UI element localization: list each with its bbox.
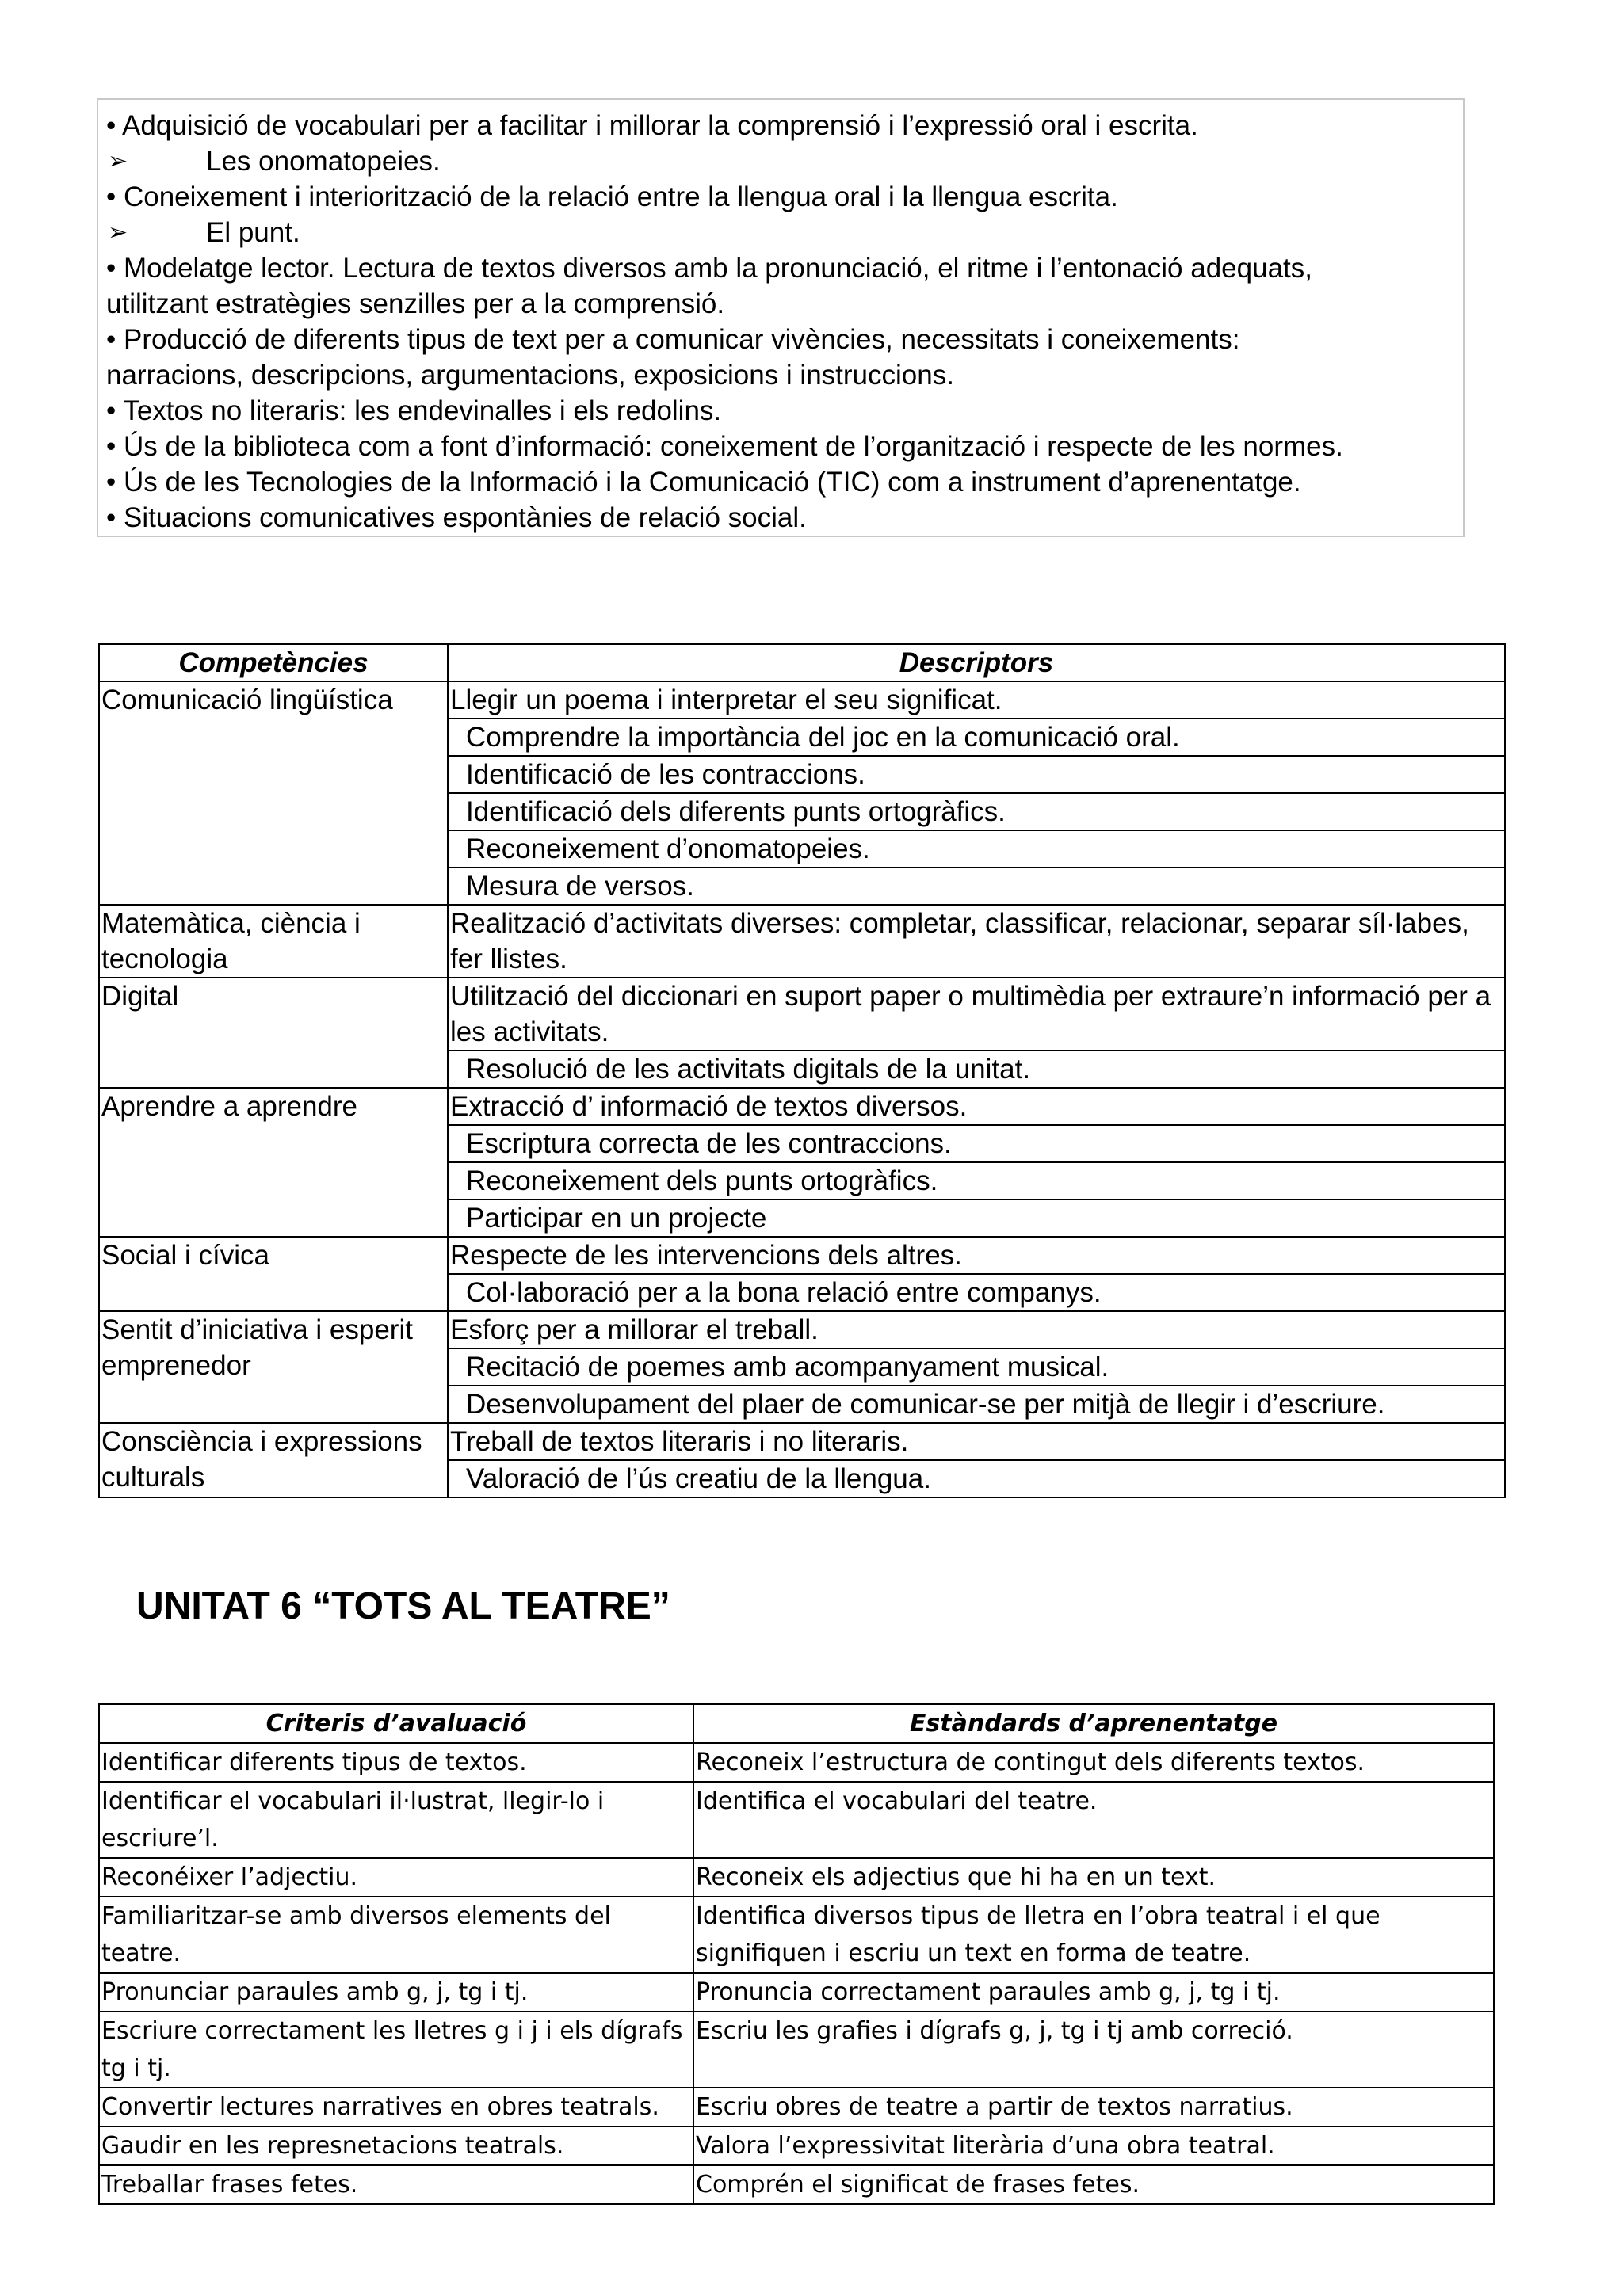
descriptor-cell: Mesura de versos. — [448, 868, 1505, 905]
unit-title: UNITAT 6 “TOTS AL TEATRE” — [136, 1585, 670, 1627]
table-row — [99, 1423, 1505, 1460]
table-row — [99, 2165, 1494, 2204]
descriptor-cell: Valoració de l’ús creatiu de la llengua. — [448, 1460, 1505, 1497]
descriptor-cell: Identificació de les contraccions. — [448, 756, 1505, 793]
table-row — [99, 1743, 1494, 1782]
descriptor-cell: Participar en un projecte — [448, 1199, 1505, 1237]
descriptor-cell: Treball de textos literaris i no literaris. — [448, 1423, 1505, 1460]
column-header-criteria: Criteris d’avaluació — [99, 1704, 693, 1743]
criteria-cell: Familiaritzar-se amb diversos elements del teatre. — [99, 1897, 693, 1973]
criteria-cell: Identificar diferents tipus de textos. — [99, 1743, 693, 1782]
standard-cell: Escriu les grafies i dígrafs g, j, tg i tj amb correció. — [693, 2012, 1494, 2088]
table-header-row — [99, 644, 1505, 681]
table-row — [99, 905, 1505, 978]
competence-cell: Digital — [99, 978, 448, 1088]
content-line: • Modelatge lector. Lectura de textos diversos amb la pronunciació, el ritme i l’entonació adequats, — [106, 253, 1312, 284]
content-line: • Adquisició de vocabulari per a facilitar i millorar la comprensió i l’expressió oral i escrita. — [106, 110, 1198, 141]
content-line: utilitzant estratègies senzilles per a la comprensió. — [106, 288, 725, 319]
criteria-cell: Pronunciar paraules amb g, j, tg i tj. — [99, 1973, 693, 2012]
criteria-cell: Escriure correctament les lletres g i j i els dígrafs tg i tj. — [99, 2012, 693, 2088]
content-subitem-label: Les onomatopeies. — [206, 146, 441, 177]
content-subitem — [106, 143, 1455, 179]
competence-cell: Sentit d’iniciativa i esperit emprenedor — [99, 1311, 448, 1423]
competence-cell: Comunicació lingüística — [99, 681, 448, 905]
criteria-cell: Convertir lectures narratives en obres teatrals. — [99, 2088, 693, 2126]
competence-cell: Social i cívica — [99, 1237, 448, 1311]
descriptor-cell: Recitació de poemes amb acompanyament musical. — [448, 1348, 1505, 1386]
arrow-bullet-icon: ➢ — [108, 147, 128, 175]
content-line: narracions, descripcions, argumentacions, exposicions i instruccions. — [106, 360, 954, 391]
column-header-standards: Estàndards d’aprenentatge — [693, 1704, 1494, 1743]
descriptor-cell: Realització d’activitats diverses: completar, classificar, relacionar, separar síl·labes, fer llistes. — [448, 905, 1505, 978]
content-line: • Coneixement i interiorització de la relació entre la llengua oral i la llengua escrita. — [106, 181, 1118, 212]
descriptor-cell: Identificació dels diferents punts ortogràfics. — [448, 793, 1505, 830]
contents-box — [97, 98, 1465, 537]
arrow-bullet-icon: ➢ — [108, 219, 128, 246]
descriptor-cell: Escriptura correcta de les contraccions. — [448, 1125, 1505, 1162]
standard-cell: Valora l’expressivitat literària d’una obra teatral. — [693, 2126, 1494, 2165]
descriptor-cell: Desenvolupament del plaer de comunicar-se per mitjà de llegir i d’escriure. — [448, 1386, 1505, 1423]
descriptor-cell: Reconeixement d’onomatopeies. — [448, 830, 1505, 868]
criteria-cell: Gaudir en les represnetacions teatrals. — [99, 2126, 693, 2165]
table-row — [99, 978, 1505, 1051]
column-header-competencies: Competències — [99, 644, 448, 681]
criteria-table — [98, 1703, 1495, 2205]
descriptor-cell: Reconeixement dels punts ortogràfics. — [448, 1162, 1505, 1199]
standard-cell: Escriu obres de teatre a partir de textos narratius. — [693, 2088, 1494, 2126]
content-line: • Textos no literaris: les endevinalles i els redolins. — [106, 395, 722, 426]
content-line: • Producció de diferents tipus de text per a comunicar vivències, necessitats i coneixements: — [106, 324, 1240, 355]
descriptor-cell: Respecte de les intervencions dels altres. — [448, 1237, 1505, 1274]
descriptor-cell: Col·laboració per a la bona relació entre companys. — [448, 1274, 1505, 1311]
content-line: • Situacions comunicatives espontànies de relació social. — [106, 502, 807, 533]
standard-cell: Reconeix els adjectius que hi ha en un text. — [693, 1858, 1494, 1897]
table-row — [99, 1311, 1505, 1348]
column-header-descriptors: Descriptors — [448, 644, 1505, 681]
descriptor-cell: Resolució de les activitats digitals de la unitat. — [448, 1051, 1505, 1088]
table-row — [99, 1237, 1505, 1274]
criteria-cell: Identificar el vocabulari il·lustrat, llegir-lo i escriure’l. — [99, 1782, 693, 1858]
table-row — [99, 681, 1505, 719]
content-line: • Ús de les Tecnologies de la Informació i la Comunicació (TIC) com a instrument d’aprenentatge. — [106, 467, 1301, 498]
descriptor-cell: Utilització del diccionari en suport paper o multimèdia per extraure’n informació per a les activitats. — [448, 978, 1505, 1051]
content-subitem — [106, 215, 1455, 250]
competence-cell: Aprendre a aprendre — [99, 1088, 448, 1237]
standard-cell: Identifica el vocabulari del teatre. — [693, 1782, 1494, 1858]
table-row — [99, 1858, 1494, 1897]
standard-cell: Identifica diversos tipus de lletra en l’obra teatral i el que signifiquen i escriu un text en forma de teatre. — [693, 1897, 1494, 1973]
descriptor-cell: Comprendre la importància del joc en la comunicació oral. — [448, 719, 1505, 756]
descriptor-cell: Esforç per a millorar el treball. — [448, 1311, 1505, 1348]
table-row — [99, 1782, 1494, 1858]
competence-cell: Consciència i expressions culturals — [99, 1423, 448, 1497]
standard-cell: Pronuncia correctament paraules amb g, j, tg i tj. — [693, 1973, 1494, 2012]
criteria-cell: Treballar frases fetes. — [99, 2165, 693, 2204]
content-subitem-label: El punt. — [206, 217, 300, 248]
table-row — [99, 1088, 1505, 1125]
content-line: • Ús de la biblioteca com a font d’informació: coneixement de l’organització i respecte de les normes. — [106, 431, 1343, 462]
descriptor-cell: Llegir un poema i interpretar el seu significat. — [448, 681, 1505, 719]
standard-cell: Reconeix l’estructura de contingut dels diferents textos. — [693, 1743, 1494, 1782]
descriptor-cell: Extracció d’ informació de textos diversos. — [448, 1088, 1505, 1125]
table-row — [99, 1973, 1494, 2012]
standard-cell: Comprén el significat de frases fetes. — [693, 2165, 1494, 2204]
table-row — [99, 1897, 1494, 1973]
table-header-row — [99, 1704, 1494, 1743]
table-row — [99, 2012, 1494, 2088]
competence-cell: Matemàtica, ciència i tecnologia — [99, 905, 448, 978]
table-row — [99, 2126, 1494, 2165]
competencies-table — [98, 643, 1506, 1498]
table-row — [99, 2088, 1494, 2126]
criteria-cell: Reconéixer l’adjectiu. — [99, 1858, 693, 1897]
